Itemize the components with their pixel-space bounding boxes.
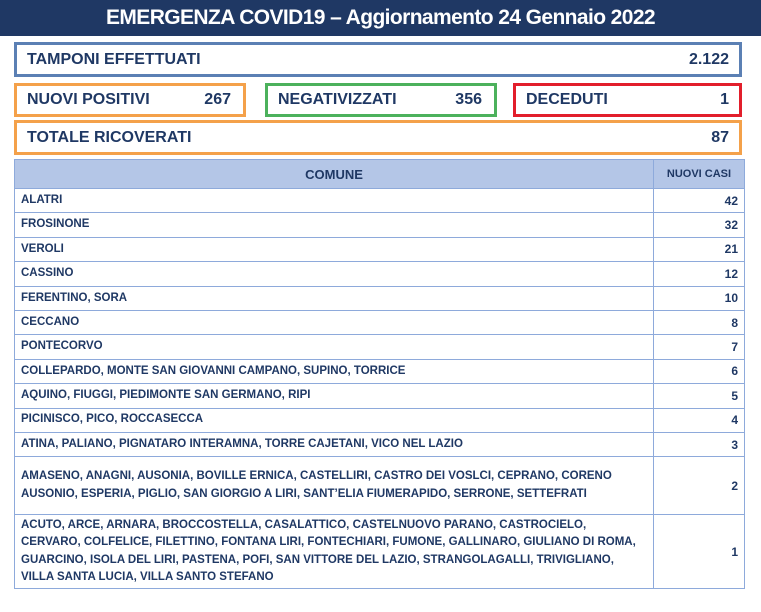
table-row [15,432,745,456]
negativizzati-box [265,83,497,117]
totale-ricoverati-box [14,120,742,155]
table-row [15,310,745,334]
cases-cell: 4 [654,408,745,432]
table-row [15,359,745,383]
table-row [15,286,745,310]
comune-cell: CECCANO [15,310,654,334]
comune-cell: ATINA, PALIANO, PIGNATARO INTERAMNA, TORRE CAJETANI, VICO NEL LAZIO [15,432,654,456]
table-row [15,262,745,286]
cases-cell: 2 [654,457,745,515]
deceduti-label: DECEDUTI [526,91,608,108]
cases-cell: 42 [654,189,745,213]
table-row [15,384,745,408]
totale-ricoverati-label: TOTALE RICOVERATI [27,128,192,146]
comune-column-header: COMUNE [15,160,654,189]
comune-cell: AMASENO, ANAGNI, AUSONIA, BOVILLE ERNICA, CASTELLIRI, CASTRO DEI VOSLCI, CEPRANO, CORENO AUSONIO, ESPERIA, PIGLIO, SAN GIORGIO A LIRI, SANT’ELIA FIUMERAPIDO, SERRONE, SETTEFRATI [15,457,654,515]
table-row [15,408,745,432]
nuovi-positivi-box [14,83,246,117]
cases-cell: 1 [654,515,745,589]
negativizzati-value: 356 [455,91,482,108]
cases-cell: 12 [654,262,745,286]
comune-cell: AQUINO, FIUGGI, PIEDIMONTE SAN GERMANO, RIPI [15,384,654,408]
nuovi-positivi-label: NUOVI POSITIVI [27,91,150,108]
cases-cell: 6 [654,359,745,383]
cases-cell: 10 [654,286,745,310]
comune-cell: FERENTINO, SORA [15,286,654,310]
negativizzati-label: NEGATIVIZZATI [278,91,397,108]
comune-cell: COLLEPARDO, MONTE SAN GIOVANNI CAMPANO, SUPINO, TORRICE [15,359,654,383]
totale-ricoverati-value: 87 [711,128,729,146]
table-row [15,335,745,359]
cases-cell: 7 [654,335,745,359]
cases-cell: 21 [654,237,745,261]
table-row [15,237,745,261]
comune-cell: VEROLI [15,237,654,261]
tamponi-value: 2.122 [688,50,729,68]
table-header-row [15,160,745,189]
page-title: EMERGENZA COVID19 – Aggiornamento 24 Gennaio 2022 [0,0,761,36]
nuovi-casi-column-header: NUOVI CASI [654,160,745,189]
deceduti-value: 1 [720,91,729,108]
comune-cell: PICINISCO, PICO, ROCCASECCA [15,408,654,432]
comuni-table [14,159,745,589]
cases-cell: 5 [654,384,745,408]
table-row [15,515,745,589]
table-row [15,213,745,237]
cases-cell: 8 [654,310,745,334]
comune-cell: FROSINONE [15,213,654,237]
tamponi-label: TAMPONI EFFETTUATI [27,50,201,68]
table-row [15,457,745,515]
comune-cell: ACUTO, ARCE, ARNARA, BROCCOSTELLA, CASALATTICO, CASTELNUOVO PARANO, CASTROCIELO, CERVARO, COLFELICE, FILETTINO, FONTANA LIRI, FONTECHIARI, FUMONE, GALLINARO, GIULIANO DI ROMA, GUARCINO, ISOLA DEL LIRI, PASTENA, POFI, SAN VITTORE DEL LAZIO, STRANGOLAGALLI, TRIVIGLIANO, VILLA SANTA LUCIA, VILLA SANTO STEFANO [15,515,654,589]
cases-cell: 32 [654,213,745,237]
nuovi-positivi-value: 267 [204,91,231,108]
comune-cell: ALATRI [15,189,654,213]
cases-cell: 3 [654,432,745,456]
tamponi-box [14,42,742,77]
comune-cell: PONTECORVO [15,335,654,359]
table-row [15,189,745,213]
comune-cell: CASSINO [15,262,654,286]
deceduti-box [513,83,742,117]
